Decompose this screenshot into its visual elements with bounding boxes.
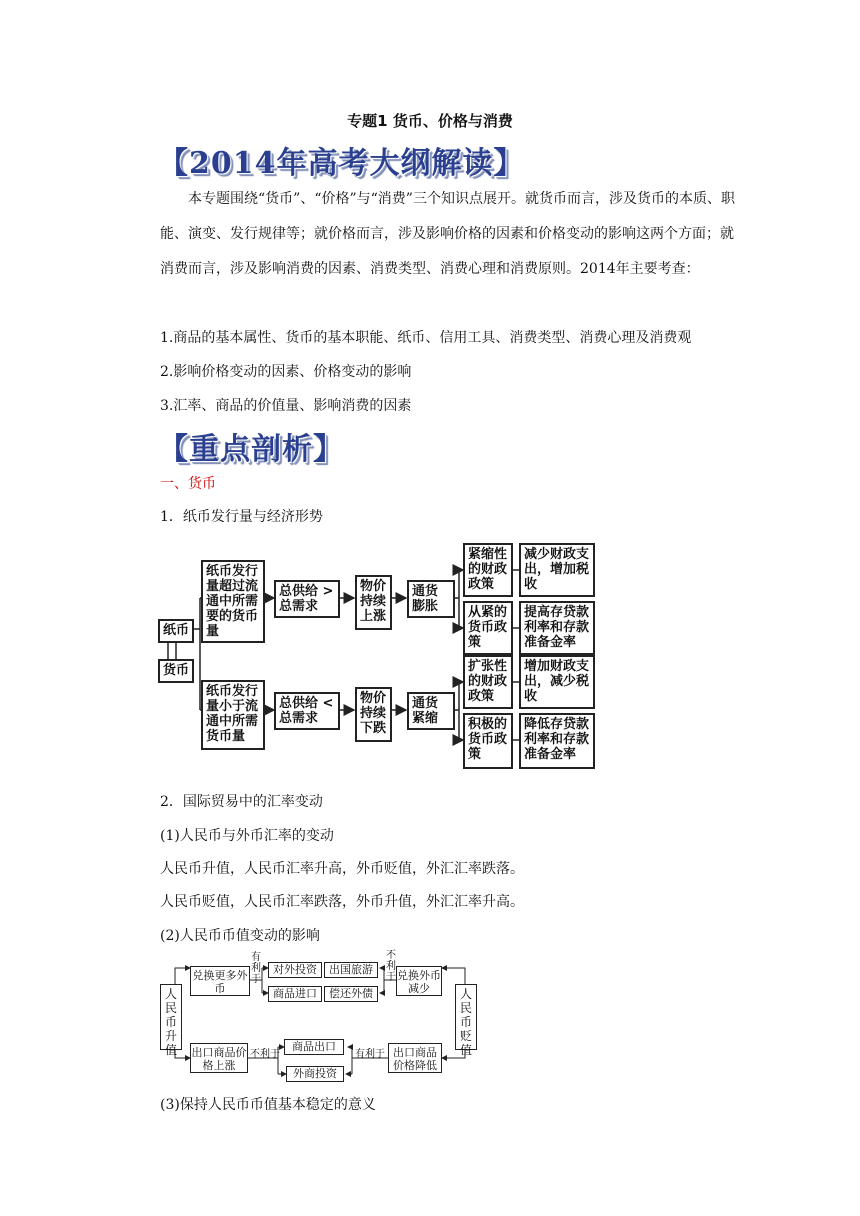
node-rmb-depreciates: 人民币贬值 (455, 984, 477, 1050)
node-foreign-investment: 外商投资 (286, 1066, 344, 1082)
node-deflation: 通货紧缩 (407, 692, 455, 730)
subheading-exchange-rate: 2．国际贸易中的汇率变动 (160, 794, 323, 810)
syllabus-banner: 【2014年高考大纲解读】 (158, 146, 525, 181)
node-imports: 商品进口 (268, 986, 322, 1002)
node-increase-spending: 增加财政支出，减少税收 (519, 655, 595, 709)
node-outbound-investment: 对外投资 (268, 962, 322, 978)
intro-paragraph: 本专题围绕“货币”、“价格”与“消费”三个知识点展开。就货币而言，涉及货币的本质、职能、演变、发行规律等；就价格而言，涉及影响价格的因素和价格变动的影响这两个方面；就消费而言，涉及影响消费的因素、消费类型、消费心理和消费原则。2014年主要考查： (160, 191, 735, 277)
label-unfavorable-bottom: 不利于 (250, 1049, 280, 1060)
subheading-paper-money: 1．纸币发行量与经济形势 (160, 509, 323, 525)
label-favorable-bottom: 有利于 (355, 1049, 385, 1060)
rmb-appreciation-line: 人民币升值，人民币汇率升高，外币贬值，外汇汇率跌落。 (160, 861, 524, 877)
page-title: 专题1 货币、价格与消费 (347, 112, 513, 130)
node-issue-below: 纸币发行量小于流通中所需货币量 (201, 680, 265, 750)
subheading-rmb-vs-foreign: (1)人民币与外币汇率的变动 (160, 828, 334, 844)
label-unfavorable-top: 不利于 (386, 950, 396, 983)
node-less-foreign-currency: 兑换外币减少 (396, 966, 442, 996)
subheading-rmb-value-impact: (2)人民币币值变动的影响 (160, 928, 320, 944)
node-outbound-travel: 出国旅游 (324, 962, 378, 978)
node-issue-exceeds: 纸币发行量超过流通中所需要的货币量 (201, 560, 265, 643)
node-lower-rates: 降低存贷款利率和存款准备金率 (519, 713, 595, 769)
node-more-foreign-currency: 兑换更多外币 (190, 966, 250, 996)
point-1: 1.商品的基本属性、货币的基本职能、纸币、信用工具、消费类型、消费心理及消费观 (160, 330, 692, 346)
node-supply-gt-demand: 总供给 > 总需求 (274, 580, 340, 618)
node-cut-spending: 减少财政支出，增加税收 (519, 543, 595, 597)
rmb-depreciation-line: 人民币贬值，人民币汇率跌落，外币升值，外汇汇率升高。 (160, 894, 524, 910)
node-currency: 货币 (158, 659, 194, 683)
node-active-monetary-policy: 积极的货币政策 (463, 713, 513, 769)
node-prices-rise: 物价持续上涨 (355, 575, 392, 630)
point-2: 2.影响价格变动的因素、价格变动的影响 (160, 364, 412, 380)
node-exports: 商品出口 (284, 1039, 344, 1055)
section-heading-currency: 一、货币 (160, 476, 216, 492)
node-supply-lt-demand: 总供给 < 总需求 (274, 692, 340, 730)
node-repay-foreign-debt: 偿还外债 (324, 986, 378, 1002)
point-3: 3.汇率、商品的价值量、影响消费的因素 (160, 398, 412, 414)
node-rmb-appreciates: 人民币升值 (160, 984, 182, 1050)
node-paper-money: 纸币 (158, 619, 194, 643)
analysis-banner: 【重点剖析】 (158, 432, 344, 467)
node-tight-fiscal-policy: 紧缩性的财政政策 (463, 543, 513, 597)
node-export-price-fall: 出口商品价格降低 (388, 1043, 442, 1073)
node-export-price-rise: 出口商品价格上涨 (190, 1043, 248, 1073)
node-raise-rates: 提高存贷款利率和存款准备金率 (519, 601, 595, 655)
subheading-stability-significance: (3)保持人民币币值基本稳定的意义 (160, 1097, 376, 1113)
node-prices-fall: 物价持续下跌 (355, 687, 392, 742)
node-tight-monetary-policy: 从紧的货币政策 (463, 601, 513, 655)
node-inflation: 通货膨胀 (407, 580, 455, 618)
node-expansionary-fiscal-policy: 扩张性的财政政策 (463, 655, 513, 709)
label-favorable-top: 有利于 (251, 952, 261, 985)
